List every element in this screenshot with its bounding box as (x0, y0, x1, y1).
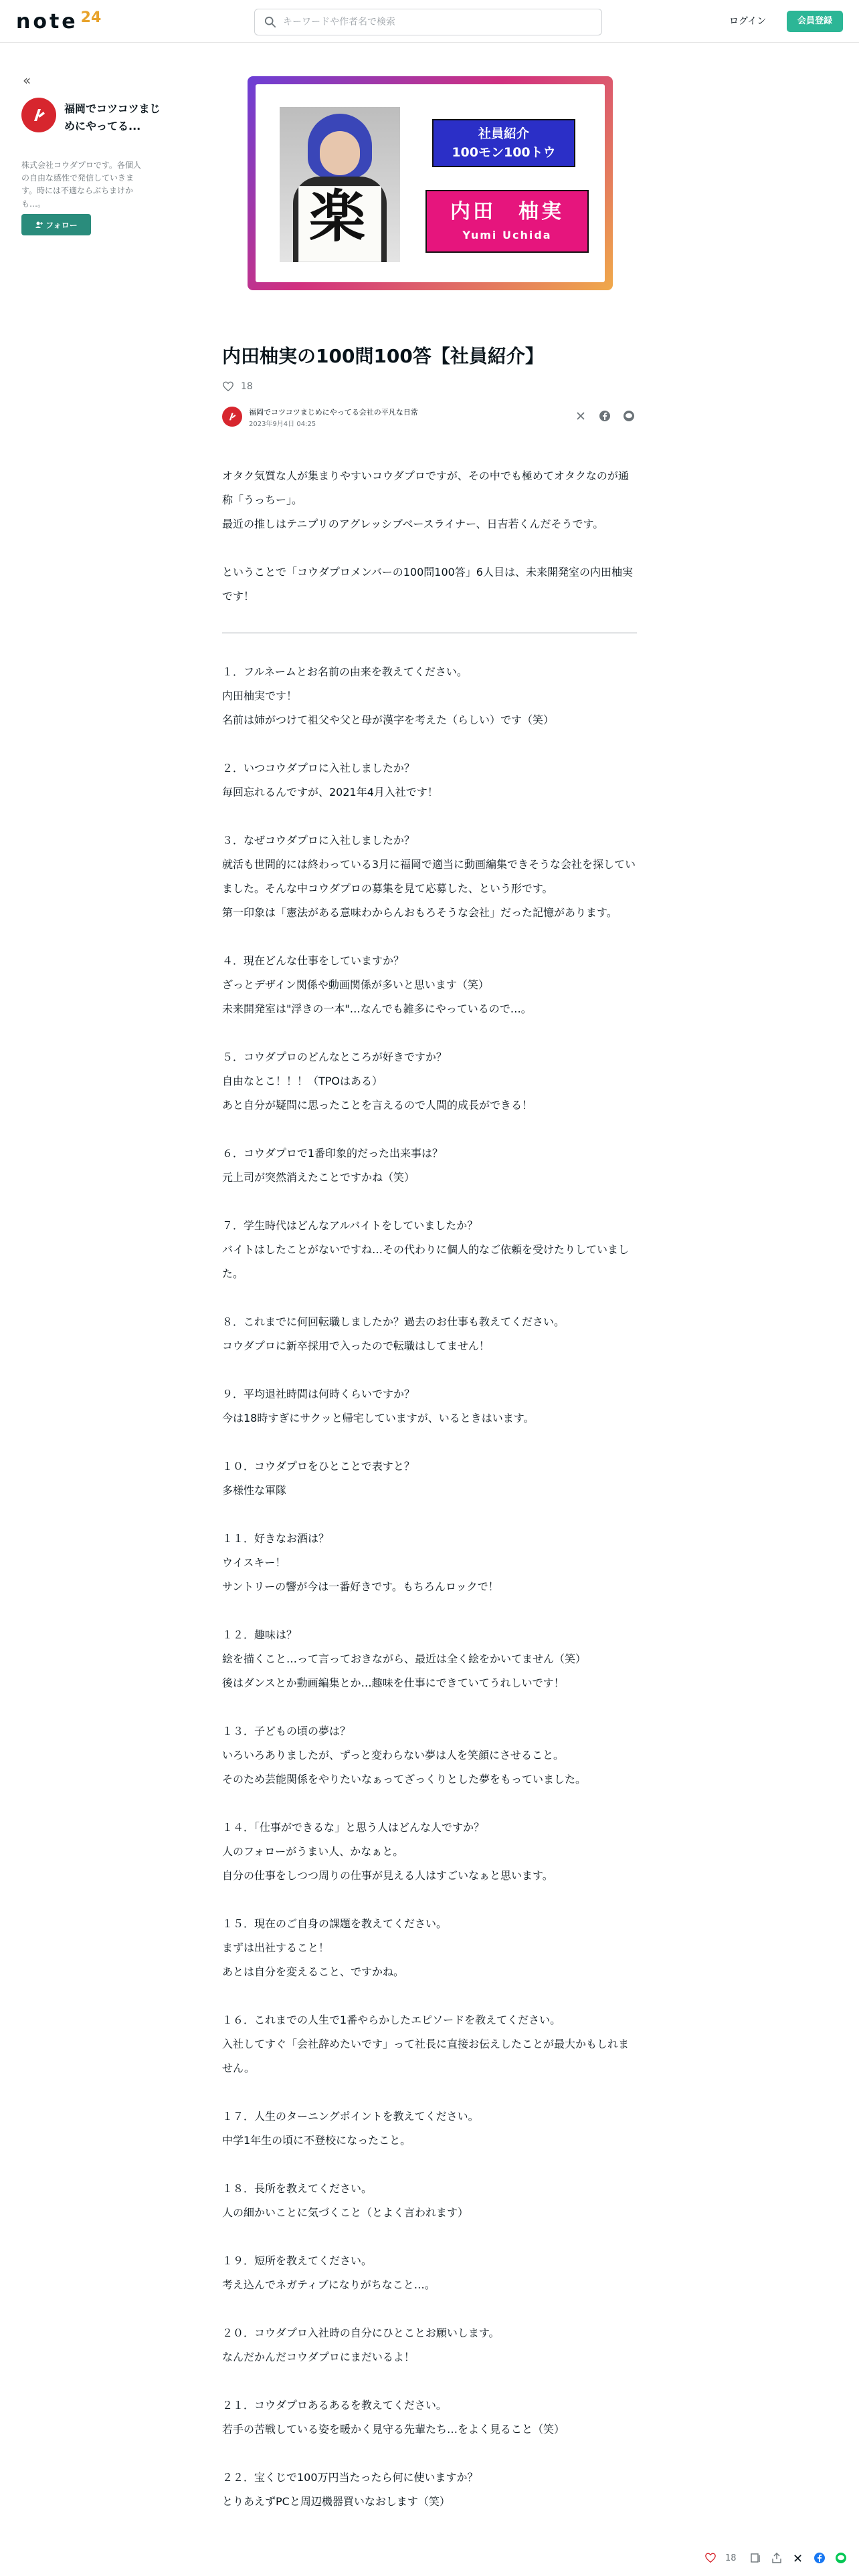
follow-button[interactable] (21, 214, 91, 235)
logo-text: note (16, 9, 78, 33)
name-en: Yumi Uchida (462, 229, 552, 241)
answer: とりあえずPCと周辺機器買いなおします（笑） (222, 2495, 450, 2508)
qa-item (222, 2177, 637, 2225)
question: ２２．宝くじで100万円当たったら何に使いますか？ (222, 2471, 478, 2484)
intro-label (432, 119, 575, 167)
brand-mark-icon (29, 105, 49, 125)
share-icon[interactable] (770, 2551, 783, 2565)
answer: 多様性な軍隊 (222, 1484, 287, 1497)
qa-item (222, 1310, 637, 1358)
search-icon (264, 16, 276, 28)
qa-item (222, 2466, 637, 2514)
qa-item (222, 660, 637, 732)
collapse-icon[interactable]: « (23, 72, 31, 88)
hero-inner (256, 84, 605, 282)
answer: いろいろありましたが、ずっと変わらない夢は人を笑顔にさせること。 (222, 1749, 565, 1761)
question: １．フルネームとお名前の由来を教えてください。 (222, 665, 468, 678)
qa-item (222, 949, 637, 1021)
question: １４．「仕事ができるな」と思う人はどんな人ですか？ (222, 1821, 485, 1834)
qa-item (222, 829, 637, 925)
answer: 元上司が突然消えたことですかね（笑） (222, 1171, 415, 1184)
line-icon[interactable] (622, 409, 636, 423)
like-area (222, 379, 253, 395)
creator-description: 株式会社コウダプロです。各個人の自由な感性で発信していきます。時には不適ならぶちまけかも…。 (21, 160, 141, 209)
question: ２１．コウダプロあるあるを教えてください。 (222, 2399, 447, 2411)
answer: 未来開発室は"浮きの一本"…なんでも雑多にやっているので…。 (222, 1002, 532, 1015)
creator-avatar[interactable] (21, 98, 56, 132)
login-link[interactable]: ログイン (729, 16, 767, 27)
line-icon[interactable] (834, 2551, 848, 2565)
question: ８．これまでに何回転職しましたか？過去のお仕事も教えてください。 (222, 1315, 565, 1328)
intro-paragraph (222, 560, 637, 609)
answer: あとは自分を変えること、ですかね。 (222, 1965, 405, 1978)
article-title: 内田柚実の100問100答【社員紹介】 (222, 345, 544, 367)
answer: そのため芸能関係をやりたいなぁってざっくりとした夢をもっていました。 (222, 1773, 587, 1786)
hero-image (248, 76, 613, 290)
answer: 毎回忘れるんですが、2021年4月入社です！ (222, 786, 438, 798)
question: １１．好きなお酒は？ (222, 1532, 330, 1545)
question: １５．現在のご自身の課題を教えてください。 (222, 1917, 448, 1930)
qa-item (222, 1214, 637, 1286)
site-header (0, 0, 859, 43)
answer: 自分の仕事をしつつ周りの仕事が見える人はすごいなぁと思います。 (222, 1869, 553, 1882)
publish-date: 2023年9月4日 04:25 (249, 421, 316, 428)
question: １２．趣味は？ (222, 1628, 298, 1641)
question: ３．なぜコウダプロに入社しましたか？ (222, 834, 415, 847)
creator-name[interactable]: 福岡でコツコツまじめにやってる... (64, 102, 161, 132)
answer: 入社してすぐ「会社辞めたいです」って社長に直接お伝えしたことが最大かもしれません。 (222, 2038, 630, 2074)
x-icon[interactable] (791, 2551, 805, 2565)
article-meta (222, 405, 637, 429)
calligraphy-kanji: 楽 (309, 183, 366, 249)
qa-item (222, 1623, 637, 1695)
article-body (222, 464, 637, 2538)
qa-item (222, 2008, 637, 2080)
answer: 中学1年生の頃に不登校になったこと。 (222, 2134, 411, 2147)
qa-item (222, 1455, 637, 1503)
name-jp: 内田 柚実 (450, 200, 564, 223)
answer: まずは出社すること！ (222, 1941, 330, 1954)
intro-line: ということで「コウダプロメンバーの100問100答」6人目は、未来開発室の内田柚実です！ (222, 566, 633, 603)
intro-line: オタク気質な人が集まりやすいコウダプロですが、その中でも極めてオタクなのが通称「うっちー」。 (222, 469, 629, 506)
question: ４．現在どんな仕事をしていますか？ (222, 954, 405, 967)
qa-item (222, 2321, 637, 2369)
qa-item (222, 756, 637, 804)
answer: ウイスキー！ (222, 1556, 286, 1569)
intro-paragraph (222, 464, 637, 536)
question: １７．人生のターニングポイントを教えてください。 (222, 2110, 479, 2123)
qa-item (222, 1382, 637, 1430)
qa-item (222, 1527, 637, 1599)
search-input[interactable] (283, 17, 591, 27)
intro-line1: 社員紹介 (478, 126, 529, 141)
person-add-icon (35, 221, 43, 229)
like-count: 18 (241, 381, 253, 392)
qa-item (222, 1816, 637, 1888)
heart-icon[interactable] (704, 2551, 717, 2565)
question: １９．短所を教えてください。 (222, 2254, 373, 2267)
floating-like-count: 18 (725, 2553, 737, 2563)
question: １３．子どもの頃の夢は？ (222, 1725, 351, 1737)
answer: ざっとデザイン関係や動画関係が多いと思います（笑） (222, 978, 489, 991)
name-label (425, 190, 589, 253)
qa-item (222, 1142, 637, 1190)
author-name[interactable]: 福岡でコツコツまじめにやってる会社の平凡な日常 (249, 408, 418, 417)
question: １０．コウダプロをひとことで表すと？ (222, 1460, 415, 1473)
answer: 絵を描くこと…って言っておきながら、最近は全く絵をかいてません（笑） (222, 1652, 587, 1665)
qa-item (222, 2249, 637, 2297)
facebook-icon[interactable] (598, 409, 611, 423)
signup-button[interactable]: 会員登録 (787, 11, 843, 32)
intro-line: 最近の推しはテニプリのアグレッシブベースライナー、日吉若くんだそうです。 (222, 518, 604, 530)
answer: バイトはしたことがないですね…その代わりに個人的なご依頼を受けたりしていました。 (222, 1243, 630, 1280)
answer: 第一印象は「憲法がある意味わからんおもろそうな会社」だった記憶があります。 (222, 906, 617, 919)
answer: 人のフォローがうまい人、かなぁと。 (222, 1845, 404, 1858)
magazine-icon[interactable] (749, 2551, 762, 2565)
question: １６．これまでの人生で1番やらかしたエピソードを教えてください。 (222, 2014, 561, 2026)
qa-item (222, 1045, 637, 1117)
answer: 自由なとこ！！！（TPOはある） (222, 1075, 383, 1087)
question: ９．平均退社時間は何時くらいですか？ (222, 1388, 415, 1400)
question: ５．コウダプロのどんなところが好きですか？ (222, 1051, 447, 1063)
x-icon[interactable] (574, 409, 587, 423)
answer: サントリーの響が今は一番好きです。もちろんロックで！ (222, 1580, 499, 1593)
logo-badge: 24 (80, 9, 102, 26)
facebook-icon[interactable] (813, 2551, 826, 2565)
qa-item (222, 1912, 637, 1984)
floating-action-bar (704, 2548, 859, 2568)
answer: あと自分が疑問に思ったことを言えるので人間的成長ができる！ (222, 1099, 533, 1111)
qa-item (222, 1719, 637, 1792)
answer: 若手の苦戦している姿を暖かく見守る先輩たち…をよく見ること（笑） (222, 2423, 565, 2436)
question: ２０．コウダプロ入社時の自分にひとことお願いします。 (222, 2327, 500, 2339)
answer: 人の細かいことに気づくこと（とよく言われます） (222, 2206, 469, 2219)
question: ７．学生時代はどんなアルバイトをしていましたか？ (222, 1219, 478, 1232)
brand-mark-icon (226, 411, 238, 423)
answer: なんだかんだコウダプロにまだいるよ！ (222, 2351, 415, 2363)
follow-label: フォロー (45, 220, 78, 230)
answer: 後はダンスとか動画編集とか…趣味を仕事にできていてうれしいです！ (222, 1677, 565, 1689)
question: １８．長所を教えてください。 (222, 2182, 373, 2195)
share-buttons (574, 409, 636, 423)
qa-item (222, 2393, 637, 2442)
note-logo[interactable] (16, 9, 101, 33)
answer: 内田柚実です！ (222, 689, 298, 702)
question: ２．いつコウダプロに入社しましたか？ (222, 762, 415, 774)
question: ６．コウダプロで1番印象的だった出来事は？ (222, 1147, 444, 1160)
heart-icon[interactable] (222, 381, 234, 393)
answer: 就活も世間的には終わっている3月に福岡で適当に動画編集できそうな会社を探していました。そんな中コウダプロの募集を見て応募した、という形です。 (222, 858, 636, 895)
qa-item (222, 2105, 637, 2153)
search-box[interactable] (254, 9, 602, 35)
answer: 名前は姉がつけて祖父や父と母が漢字を考えた（らしい）です（笑） (222, 714, 555, 726)
answer: 今は18時すぎにサクッと帰宅していますが、いるときはいます。 (222, 1412, 535, 1424)
answer: コウダプロに新卒採用で入ったので転職はしてません！ (222, 1339, 490, 1352)
portrait-photo (280, 107, 400, 262)
answer: 考え込んでネガティブになりがちなこと…。 (222, 2278, 436, 2291)
intro-line2: 100モン100トウ (452, 145, 556, 160)
author-avatar[interactable] (222, 407, 242, 427)
